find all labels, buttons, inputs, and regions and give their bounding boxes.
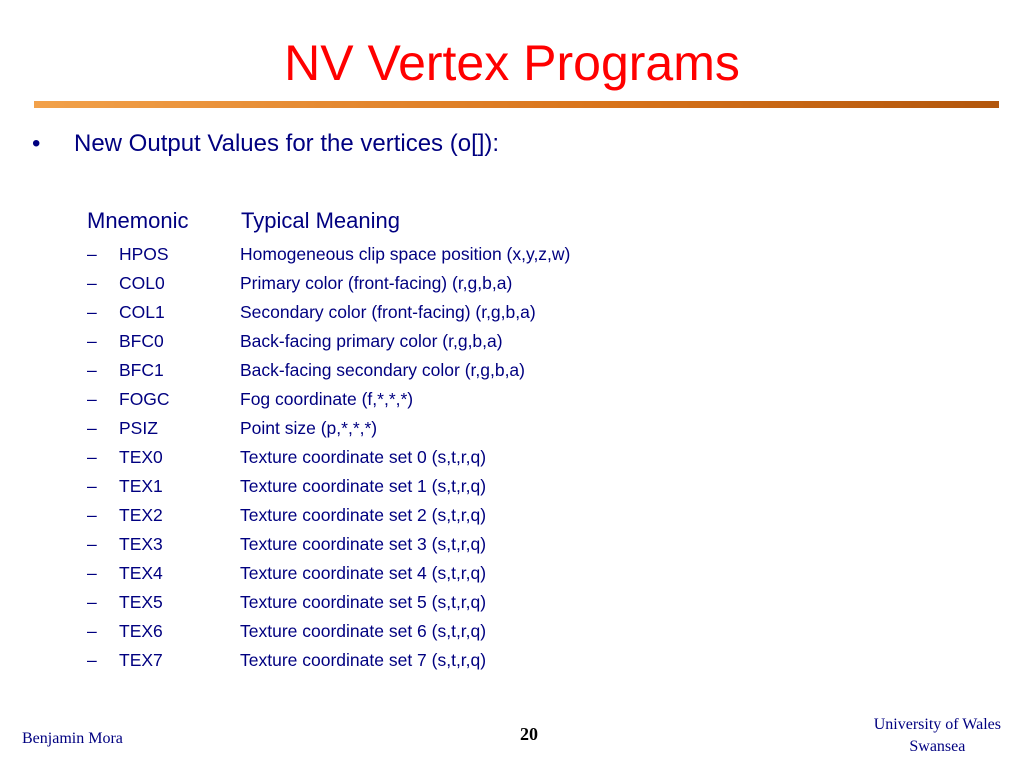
row-meaning: Homogeneous clip space position (x,y,z,w)	[240, 244, 571, 264]
row-dash: –	[87, 447, 97, 467]
table-row	[87, 560, 570, 589]
footer-institution	[874, 714, 1001, 758]
row-meaning: Point size (p,*,*,*)	[240, 418, 378, 438]
row-mnemonic: TEX3	[119, 534, 163, 554]
institution-line-1: University of Wales	[873, 716, 1001, 733]
row-mnemonic: HPOS	[119, 244, 169, 264]
table-row	[87, 357, 570, 386]
row-mnemonic: PSIZ	[119, 418, 158, 438]
row-mnemonic: TEX6	[119, 621, 163, 641]
row-meaning: Secondary color (front-facing) (r,g,b,a)	[240, 302, 536, 322]
row-mnemonic: TEX1	[119, 476, 163, 496]
row-meaning: Texture coordinate set 5 (s,t,r,q)	[240, 592, 487, 612]
bullet-symbol: •	[32, 130, 41, 157]
row-mnemonic: FOGC	[119, 389, 170, 409]
row-dash: –	[87, 302, 97, 322]
row-meaning: Back-facing secondary color (r,g,b,a)	[240, 360, 525, 380]
row-meaning: Fog coordinate (f,*,*,*)	[240, 389, 414, 409]
row-dash: –	[87, 389, 97, 409]
table-row	[87, 328, 570, 357]
row-meaning: Texture coordinate set 6 (s,t,r,q)	[240, 621, 487, 641]
header-meaning: Typical Meaning	[241, 208, 400, 233]
row-dash: –	[87, 621, 97, 641]
row-mnemonic: TEX0	[119, 447, 163, 467]
row-dash: –	[87, 244, 97, 264]
row-dash: –	[87, 650, 97, 670]
table-row	[87, 589, 570, 618]
row-dash: –	[87, 592, 97, 612]
table-row	[87, 299, 570, 328]
page-number: 20	[520, 724, 538, 744]
row-mnemonic: BFC1	[119, 360, 164, 380]
header-mnemonic: Mnemonic	[87, 208, 189, 233]
row-mnemonic: TEX5	[119, 592, 163, 612]
row-meaning: Texture coordinate set 4 (s,t,r,q)	[240, 563, 487, 583]
institution-line-2: Swansea	[909, 738, 966, 755]
table-row	[87, 386, 570, 415]
row-mnemonic: COL1	[119, 302, 165, 322]
row-meaning: Texture coordinate set 3 (s,t,r,q)	[240, 534, 487, 554]
table-row	[87, 473, 570, 502]
row-mnemonic: TEX4	[119, 563, 163, 583]
bullet-text: New Output Values for the vertices (o[]):	[74, 130, 500, 157]
title-divider	[34, 101, 999, 108]
row-mnemonic: TEX7	[119, 650, 163, 670]
table-row	[87, 618, 570, 647]
output-value-list	[87, 241, 570, 676]
row-meaning: Texture coordinate set 7 (s,t,r,q)	[240, 650, 487, 670]
row-dash: –	[87, 331, 97, 351]
row-mnemonic: BFC0	[119, 331, 164, 351]
row-meaning: Texture coordinate set 1 (s,t,r,q)	[240, 476, 487, 496]
bullet-item	[32, 127, 499, 161]
row-dash: –	[87, 563, 97, 583]
table-row	[87, 270, 570, 299]
table-row	[87, 415, 570, 444]
row-dash: –	[87, 418, 97, 438]
row-dash: –	[87, 273, 97, 293]
row-meaning: Texture coordinate set 2 (s,t,r,q)	[240, 505, 487, 525]
row-mnemonic: COL0	[119, 273, 165, 293]
table-row	[87, 647, 570, 676]
footer-author: Benjamin Mora	[22, 730, 123, 747]
table-row	[87, 531, 570, 560]
row-dash: –	[87, 534, 97, 554]
row-dash: –	[87, 505, 97, 525]
row-mnemonic: TEX2	[119, 505, 163, 525]
slide-title: NV Vertex Programs	[284, 35, 740, 91]
row-dash: –	[87, 360, 97, 380]
table-header	[87, 206, 400, 236]
row-meaning: Back-facing primary color (r,g,b,a)	[240, 331, 503, 351]
row-dash: –	[87, 476, 97, 496]
table-row	[87, 444, 570, 473]
row-meaning: Primary color (front-facing) (r,g,b,a)	[240, 273, 513, 293]
row-meaning: Texture coordinate set 0 (s,t,r,q)	[240, 447, 487, 467]
table-row	[87, 502, 570, 531]
table-row	[87, 241, 570, 270]
